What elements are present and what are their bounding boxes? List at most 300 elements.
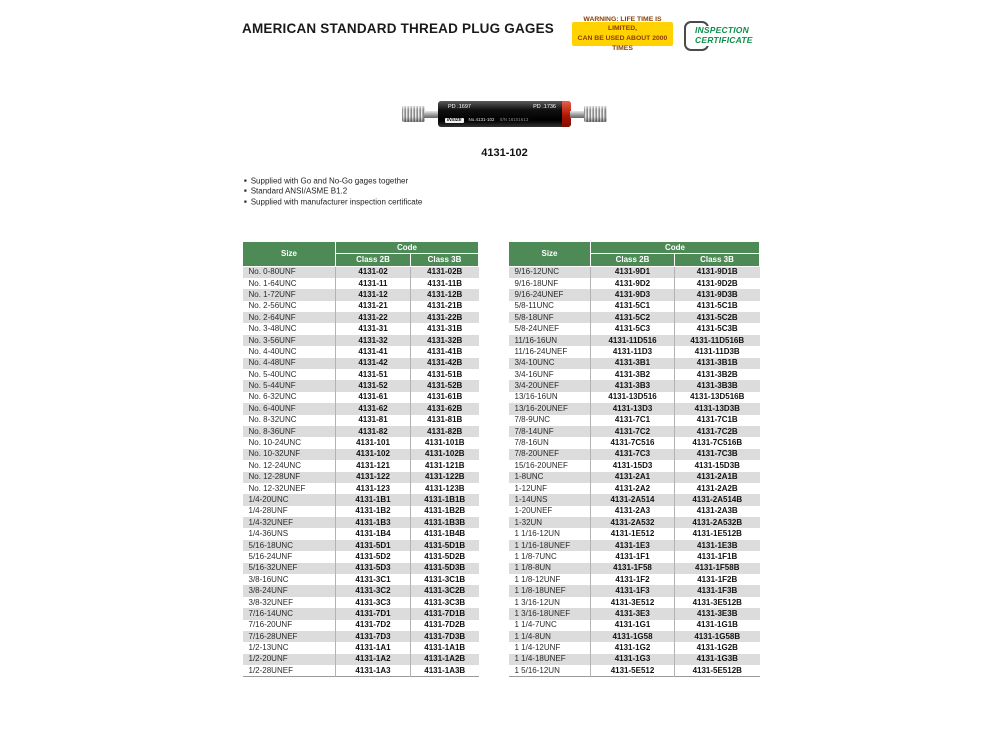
code-cell: 4131-1B4 [336, 528, 411, 539]
size-cell: No. 3-56UNF [248, 335, 296, 345]
code-cell: 4131-9D3B [675, 289, 760, 300]
code-cell: 4131-11B [411, 278, 479, 289]
size-cell: 9/16-18UNF [514, 278, 559, 288]
table-row [243, 620, 479, 631]
size-header: Size [243, 242, 336, 267]
go-thread-tip [402, 106, 425, 122]
table-row [243, 437, 479, 448]
code-cell: 4131-5C2 [591, 312, 675, 323]
size-cell: No. 12-24UNC [248, 460, 301, 470]
size-cell: 1-32UN [514, 517, 543, 527]
table-row [243, 517, 479, 528]
inspection-certificate-logo [684, 21, 768, 52]
size-cell: 1 3/16-18UNEF [514, 608, 571, 618]
code-cell: 4131-3C1B [411, 574, 479, 585]
table-row [243, 323, 479, 334]
size-cell: No. 12-28UNF [248, 472, 301, 482]
size-cell: 3/4-10UNC [514, 358, 555, 368]
code-cell: 4131-32B [411, 335, 479, 346]
table-row [509, 483, 760, 494]
code-cell: 4131-2A532B [675, 517, 760, 528]
code-cell: 4131-1F58B [675, 563, 760, 574]
class2b-header: Class 2B [336, 254, 411, 267]
table-row [509, 312, 760, 323]
code-cell: 4131-51 [336, 369, 411, 380]
code-cell: 4131-3C3B [411, 597, 479, 608]
size-cell: 1 1/16-18UNEF [514, 540, 571, 550]
size-cell: No. 4-40UNC [248, 346, 297, 356]
table-row [243, 597, 479, 608]
code-cell: 4131-2A1B [675, 472, 760, 483]
size-cell: 1/4-28UNF [248, 506, 288, 516]
size-cell: 1 1/8-12UNF [514, 574, 561, 584]
code-cell: 4131-3C2B [411, 585, 479, 596]
table-row [243, 631, 479, 642]
size-cell: 1/2-20UNF [248, 654, 288, 664]
table-row [243, 369, 479, 380]
code-cell: 4131-7D1 [336, 608, 411, 619]
code-cell: 4131-12B [411, 289, 479, 300]
code-cell: 4131-102 [336, 449, 411, 460]
code-cell: 4131-121B [411, 460, 479, 471]
table-row [509, 585, 760, 596]
size-cell: 13/16-16UN [514, 392, 558, 402]
feature-item: ■ Supplied with Go and No-Go gages together [244, 176, 422, 186]
code-cell: 4131-7C2B [675, 426, 760, 437]
code-cell: 4131-7D2B [411, 620, 479, 631]
code-cell: 4131-5C3 [591, 323, 675, 334]
table-row [243, 380, 479, 391]
table-row [509, 335, 760, 346]
code-cell: 4131-5E512B [675, 665, 760, 676]
certificate-line-2: CERTIFICATE [695, 34, 753, 45]
table-row [243, 267, 479, 278]
code-header: Code [591, 242, 760, 254]
code-cell: 4131-1A1 [336, 642, 411, 653]
code-cell: 4131-15D3 [591, 460, 675, 471]
size-cell: 15/16-20UNEF [514, 460, 568, 470]
table-row [509, 551, 760, 562]
code-cell: 4131-1F2 [591, 574, 675, 585]
table-row [243, 506, 479, 517]
certificate-label [694, 26, 754, 46]
table-row [509, 403, 760, 414]
code-cell: 4131-7D3 [336, 631, 411, 642]
table-row [243, 289, 479, 300]
size-cell: 7/8-9UNC [514, 415, 551, 425]
code-cell: 4131-3E512B [675, 597, 760, 608]
table-row [509, 608, 760, 619]
code-cell: 4131-3B2B [675, 369, 760, 380]
code-cell: 4131-5C1 [591, 301, 675, 312]
code-cell: 4131-1A3 [336, 665, 411, 676]
size-cell: 1-20UNEF [514, 506, 553, 516]
table-row [243, 358, 479, 369]
table-row [509, 665, 760, 676]
code-cell: 4131-1F3 [591, 585, 675, 596]
table-row [243, 426, 479, 437]
table-row [509, 380, 760, 391]
code-cell: 4131-1A1B [411, 642, 479, 653]
code-cell: 4131-123 [336, 483, 411, 494]
table-row [509, 472, 760, 483]
code-cell: 4131-3E512 [591, 597, 675, 608]
size-cell: No. 1-64UNC [248, 278, 297, 288]
table-row [509, 358, 760, 369]
size-cell: No. 4-48UNF [248, 358, 296, 368]
code-cell: 4131-123B [411, 483, 479, 494]
size-cell: 1 1/4-18UNEF [514, 654, 566, 664]
code-cell: 4131-2A532 [591, 517, 675, 528]
table-row [509, 392, 760, 403]
code-cell: 4131-1G3B [675, 654, 760, 665]
feature-item: ■ Supplied with manufacturer inspection certificate [244, 197, 422, 207]
class2b-header: Class 2B [591, 254, 675, 267]
code-cell: 4131-61 [336, 392, 411, 403]
size-cell: 7/16-20UNF [248, 620, 293, 630]
code-cell: 4131-02 [336, 267, 411, 278]
size-cell: No. 8-32UNC [248, 415, 297, 425]
code-cell: 4131-1E512B [675, 528, 760, 539]
code-cell: 4131-62B [411, 403, 479, 414]
table-row [243, 642, 479, 653]
table-row [243, 346, 479, 357]
table-row [509, 437, 760, 448]
gage-handle [438, 101, 571, 127]
table-row [243, 392, 479, 403]
size-cell: No. 2-64UNF [248, 312, 296, 322]
code-cell: 4131-1A2B [411, 654, 479, 665]
size-cell: 1 1/8-7UNC [514, 551, 557, 561]
thread-gage-table-right [508, 241, 760, 677]
code-cell: 4131-5C3B [675, 323, 760, 334]
code-cell: 4131-11D516B [675, 335, 760, 346]
table-row [243, 551, 479, 562]
size-cell: 7/8-16UN [514, 438, 549, 448]
table-row [243, 278, 479, 289]
size-cell: No. 5-40UNC [248, 369, 297, 379]
code-cell: 4131-5D1B [411, 540, 479, 551]
table-row [243, 563, 479, 574]
size-cell: 5/8-18UNF [514, 312, 554, 322]
table-row [509, 415, 760, 426]
code-cell: 4131-7D3B [411, 631, 479, 642]
code-cell: 4131-1G2 [591, 642, 675, 653]
code-cell: 4131-2A3 [591, 506, 675, 517]
size-cell: No. 2-56UNC [248, 301, 297, 311]
code-cell: 4131-3C3 [336, 597, 411, 608]
code-cell: 4131-2A514 [591, 494, 675, 505]
size-cell: 1-8UNC [514, 472, 544, 482]
code-cell: 4131-1B4B [411, 528, 479, 539]
code-cell: 4131-101B [411, 437, 479, 448]
size-cell: 3/4-16UNF [514, 369, 554, 379]
code-cell: 4131-1G58B [675, 631, 760, 642]
table-body [509, 267, 760, 677]
size-header: Size [509, 242, 591, 267]
table-row [509, 563, 760, 574]
code-cell: 4131-3B1 [591, 358, 675, 369]
code-cell: 4131-1G1 [591, 620, 675, 631]
code-cell: 4131-22 [336, 312, 411, 323]
code-cell: 4131-3B3B [675, 380, 760, 391]
code-cell: 4131-7C516B [675, 437, 760, 448]
size-cell: 1/2-13UNC [248, 643, 289, 653]
size-cell: No. 6-40UNF [248, 403, 296, 413]
size-cell: 1 1/4-8UN [514, 631, 551, 641]
size-cell: 1 1/8-18UNEF [514, 586, 566, 596]
table-row [509, 369, 760, 380]
code-cell: 4131-62 [336, 403, 411, 414]
code-cell: 4131-5D3B [411, 563, 479, 574]
code-cell: 4131-102B [411, 449, 479, 460]
code-cell: 4131-1G1B [675, 620, 760, 631]
size-cell: 7/8-14UNF [514, 426, 554, 436]
size-cell: 1 1/4-7UNC [514, 620, 557, 630]
code-cell: 4131-51B [411, 369, 479, 380]
code-cell: 4131-61B [411, 392, 479, 403]
warning-line-1: WARNING: LIFE TIME IS LIMITED, [583, 15, 662, 33]
size-cell: 1 5/16-12UN [514, 665, 560, 675]
size-cell: 3/8-32UNEF [248, 597, 293, 607]
table-row [243, 585, 479, 596]
table-row [243, 494, 479, 505]
size-cell: No. 5-44UNF [248, 381, 296, 391]
code-cell: 4131-122 [336, 472, 411, 483]
code-cell: 4131-41 [336, 346, 411, 357]
table-row [509, 346, 760, 357]
code-cell: 4131-1E512 [591, 528, 675, 539]
brand-logo: INSIZE [447, 117, 462, 122]
code-cell: 4131-5E512 [591, 665, 675, 676]
size-cell: No. 3-48UNC [248, 324, 297, 334]
code-cell: 4131-7D1B [411, 608, 479, 619]
size-cell: 1 3/16-12UN [514, 597, 560, 607]
table-row [243, 608, 479, 619]
code-cell: 4131-1B1 [336, 494, 411, 505]
left-shaft [424, 111, 439, 118]
warning-line-2: CAN BE USED ABOUT 2000 TIMES [577, 35, 668, 52]
code-cell: 4131-9D2B [675, 278, 760, 289]
pd-nogo-value: PD .1736 [533, 104, 556, 110]
pd-markings [448, 105, 556, 111]
code-cell: 4131-41B [411, 346, 479, 357]
size-cell: 1/2-28UNEF [248, 665, 293, 675]
size-cell: 3/4-20UNEF [514, 381, 559, 391]
code-cell: 4131-7C1 [591, 415, 675, 426]
code-cell: 4131-82B [411, 426, 479, 437]
code-cell: 4131-1E3 [591, 540, 675, 551]
code-cell: 4131-5D2B [411, 551, 479, 562]
code-cell: 4131-101 [336, 437, 411, 448]
thread-gage-table-left [242, 241, 479, 677]
code-cell: 4131-9D3 [591, 289, 675, 300]
code-cell: 4131-13D3 [591, 403, 675, 414]
code-cell: 4131-1F3B [675, 585, 760, 596]
code-cell: 4131-5D1 [336, 540, 411, 551]
size-cell: 1/4-32UNEF [248, 517, 293, 527]
table-row [509, 654, 760, 665]
code-cell: 4131-1B2 [336, 506, 411, 517]
code-cell: 4131-13D3B [675, 403, 760, 414]
table-row [509, 528, 760, 539]
table-row [509, 574, 760, 585]
table-row [509, 631, 760, 642]
code-cell: 4131-3C1 [336, 574, 411, 585]
code-cell: 4131-7D2 [336, 620, 411, 631]
table-row [243, 301, 479, 312]
code-cell: 4131-3E3 [591, 608, 675, 619]
size-cell: 9/16-12UNC [514, 267, 559, 277]
code-cell: 4131-1E3B [675, 540, 760, 551]
size-cell: No. 6-32UNC [248, 392, 297, 402]
code-cell: 4131-7C516 [591, 437, 675, 448]
pd-go-value: PD .1697 [448, 104, 471, 110]
size-cell: No. 10-32UNF [248, 449, 301, 459]
code-cell: 4131-5D2 [336, 551, 411, 562]
code-cell: 4131-81 [336, 415, 411, 426]
code-cell: 4131-12 [336, 289, 411, 300]
code-cell: 4131-11 [336, 278, 411, 289]
serial-number: S/N 18101613 [499, 117, 529, 122]
code-cell: 4131-2A2 [591, 483, 675, 494]
table-row [243, 574, 479, 585]
code-cell: 4131-15D3B [675, 460, 760, 471]
size-cell: No. 1-72UNF [248, 289, 296, 299]
code-cell: 4131-7C3B [675, 449, 760, 460]
table-row [243, 415, 479, 426]
table-row [509, 517, 760, 528]
table-row [509, 494, 760, 505]
gage-markings [445, 118, 559, 124]
code-cell: 4131-1G2B [675, 642, 760, 653]
table-row [509, 289, 760, 300]
size-cell: 11/16-16UN [514, 335, 558, 345]
code-cell: 4131-9D1B [675, 267, 760, 278]
table-row [243, 335, 479, 346]
code-cell: 4131-1G3 [591, 654, 675, 665]
size-cell: 5/16-18UNC [248, 540, 293, 550]
code-cell: 4131-122B [411, 472, 479, 483]
table-row [509, 426, 760, 437]
code-cell: 4131-5C2B [675, 312, 760, 323]
code-cell: 4131-3B1B [675, 358, 760, 369]
code-cell: 4131-1G58 [591, 631, 675, 642]
code-cell: 4131-1A2 [336, 654, 411, 665]
table-row [509, 449, 760, 460]
code-cell: 4131-52B [411, 380, 479, 391]
code-cell: 4131-02B [411, 267, 479, 278]
nogo-thread-tip [584, 106, 607, 122]
code-header: Code [336, 242, 479, 254]
code-cell: 4131-42B [411, 358, 479, 369]
size-cell: 7/16-28UNEF [248, 631, 298, 641]
table-row [243, 540, 479, 551]
table-header [509, 242, 760, 267]
size-cell: 1 1/8-8UN [514, 563, 551, 573]
table-row [243, 460, 479, 471]
size-cell: 3/8-16UNC [248, 574, 289, 584]
table-row [509, 278, 760, 289]
table-row [243, 654, 479, 665]
code-cell: 4131-121 [336, 460, 411, 471]
size-cell: 5/16-32UNEF [248, 563, 298, 573]
code-cell: 4131-42 [336, 358, 411, 369]
feature-item: ■ Standard ANSI/ASME B1.2 [244, 186, 422, 196]
size-cell: 11/16-24UNEF [514, 346, 568, 356]
code-cell: 4131-2A1 [591, 472, 675, 483]
table-body [243, 267, 479, 677]
size-cell: 5/8-11UNC [514, 301, 554, 311]
code-cell: 4131-2A2B [675, 483, 760, 494]
code-cell: 4131-3B3 [591, 380, 675, 391]
size-cell: No. 0-80UNF [248, 267, 296, 277]
code-cell: 4131-81B [411, 415, 479, 426]
code-cell: 4131-7C2 [591, 426, 675, 437]
code-cell: 4131-5C1B [675, 301, 760, 312]
code-cell: 4131-31B [411, 323, 479, 334]
code-cell: 4131-32 [336, 335, 411, 346]
code-cell: 4131-11D3B [675, 346, 760, 357]
code-cell: 4131-7C3 [591, 449, 675, 460]
class3b-header: Class 3B [675, 254, 760, 267]
size-cell: 13/16-20UNEF [514, 403, 568, 413]
code-cell: 4131-3C2 [336, 585, 411, 596]
size-cell: 7/16-14UNC [248, 608, 293, 618]
code-cell: 4131-11D516 [591, 335, 675, 346]
table-row [243, 483, 479, 494]
size-cell: 9/16-24UNEF [514, 289, 564, 299]
class3b-header: Class 3B [411, 254, 479, 267]
code-cell: 4131-1F1 [591, 551, 675, 562]
size-cell: 5/16-24UNF [248, 551, 293, 561]
code-cell: 4131-7C1B [675, 415, 760, 426]
size-cell: No. 10-24UNC [248, 438, 301, 448]
table-row [509, 540, 760, 551]
code-cell: 4131-1F1B [675, 551, 760, 562]
table-row [243, 449, 479, 460]
code-cell: 4131-9D2 [591, 278, 675, 289]
size-cell: 1-12UNF [514, 483, 547, 493]
size-cell: 1 1/16-12UN [514, 529, 560, 539]
code-cell: 4131-1A3B [411, 665, 479, 676]
table-row [243, 665, 479, 676]
code-cell: 4131-13D516 [591, 392, 675, 403]
warning-badge [572, 15, 673, 52]
size-cell: 7/8-20UNEF [514, 449, 559, 459]
code-cell: 4131-11D3 [591, 346, 675, 357]
product-image [402, 96, 607, 132]
table-row [509, 620, 760, 631]
code-cell: 4131-22B [411, 312, 479, 323]
page-title: AMERICAN STANDARD THREAD PLUG GAGES [242, 21, 555, 36]
table-row [243, 472, 479, 483]
table-row [509, 597, 760, 608]
code-cell: 4131-1F2B [675, 574, 760, 585]
code-cell: 4131-52 [336, 380, 411, 391]
size-cell: 1-14UNS [514, 495, 548, 504]
code-cell: 4131-1B3 [336, 517, 411, 528]
code-cell: 4131-82 [336, 426, 411, 437]
table-header [243, 242, 479, 267]
size-cell: 1/4-20UNC [248, 495, 289, 504]
size-cell: 3/8-24UNF [248, 586, 288, 596]
size-cell: No. 8-36UNF [248, 426, 296, 436]
size-cell: 1 1/4-12UNF [514, 643, 561, 653]
table-row [509, 460, 760, 471]
code-cell: 4131-3B2 [591, 369, 675, 380]
table-row [243, 403, 479, 414]
